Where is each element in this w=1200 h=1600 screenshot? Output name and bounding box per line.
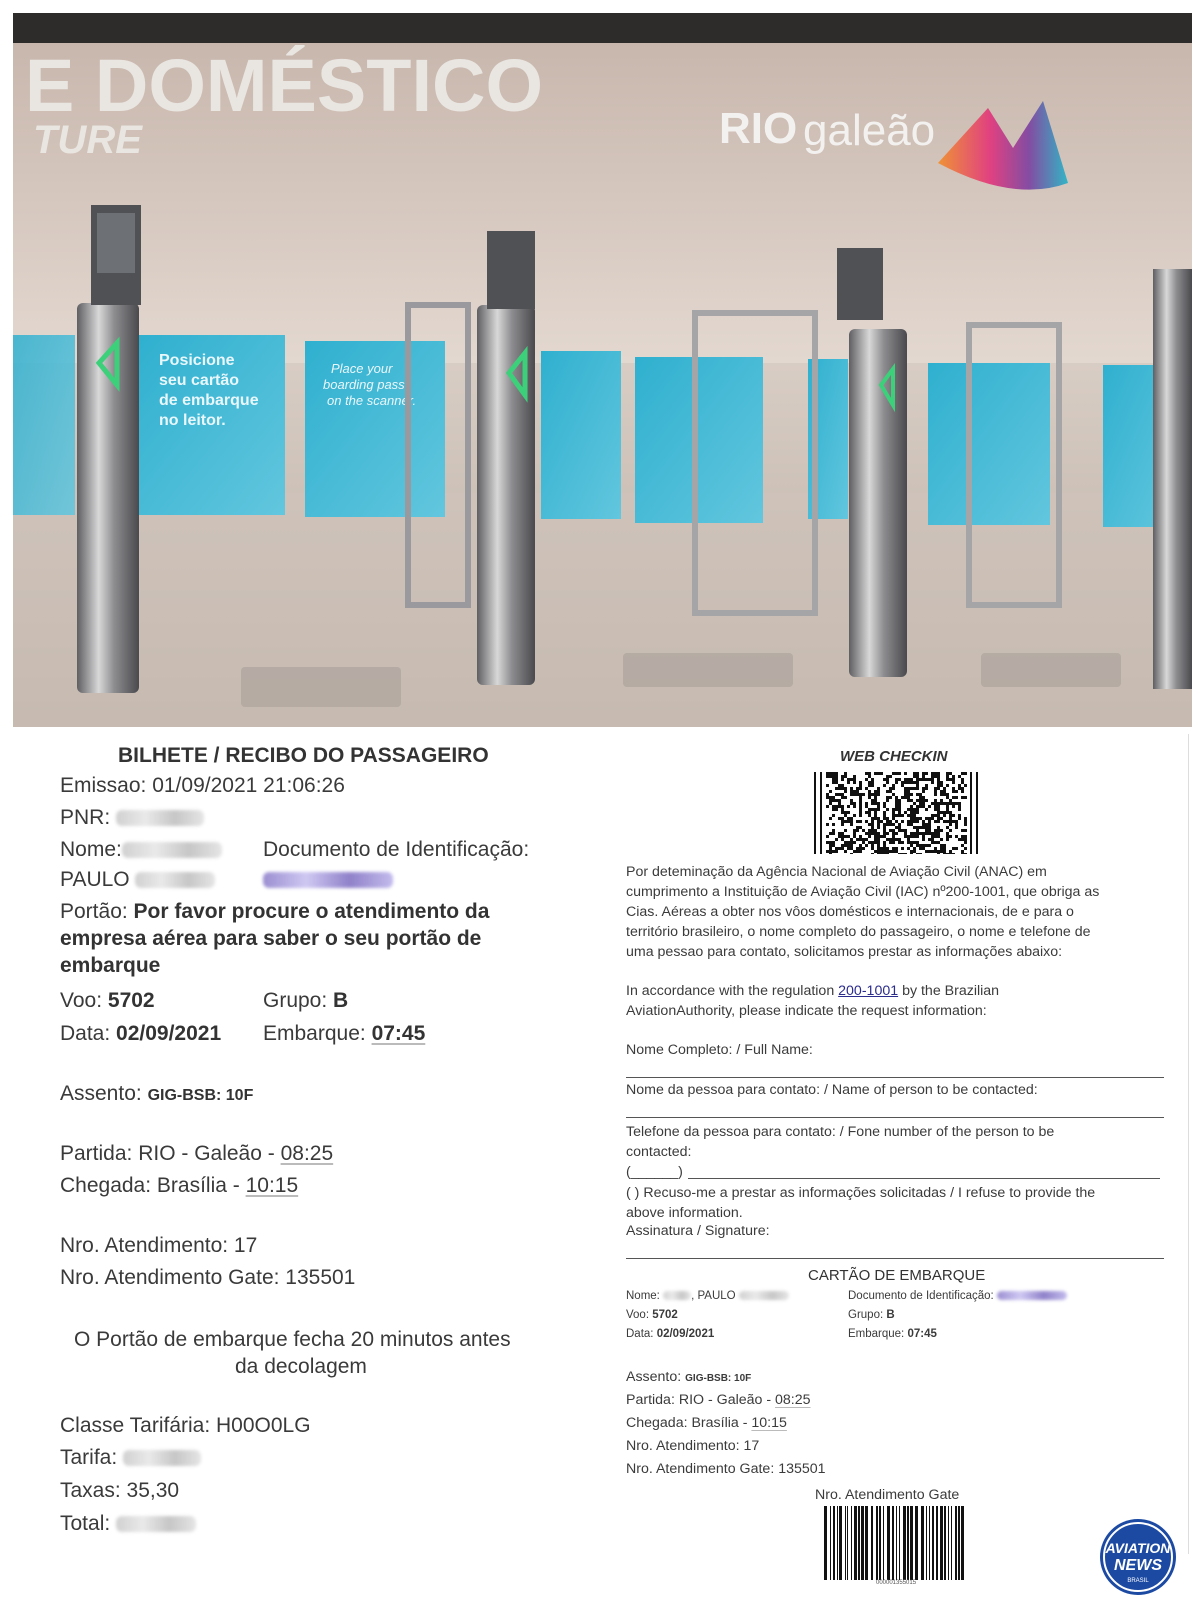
boarding-pass-title: CARTÃO DE EMBARQUE [808, 1267, 986, 1284]
contact-name-label: Nome da pessoa para contato: / Name of person to be contacted: [626, 1082, 1038, 1098]
svg-text:BRASIL: BRASIL [1127, 1578, 1149, 1584]
svg-text:de embarque: de embarque [159, 392, 259, 409]
gate-service-number: Nro. Atendimento Gate: 135501 [60, 1266, 356, 1289]
contact-phone-line[interactable] [688, 1178, 1160, 1179]
fare: Tarifa: [60, 1446, 201, 1470]
regulation-notice: In accordance with the regulation 200-1001 by the Brazilian AviationAuthority, please indicate the request information: [626, 983, 1000, 1019]
gate-barcode-number: 000001355015 [876, 1580, 917, 1586]
bp-date: Data: 02/09/2021 [626, 1328, 715, 1340]
anac-notice: Por deteminação da Agência Nacional de Aviação Civil (ANAC) em cumprimento a Instituição de Aviação Civil (IAC) nº200-1001, que obriga as Cias. Aéreas a obter nos vôos domésticos e internacionais, de e para o território brasileiro, o nome completo do passageiro, o nome e telefone de uma pessao para contato, solicitamos prestar as informações abaixo: [626, 864, 1100, 960]
redacted-total [116, 1516, 196, 1532]
gate-barcode-label: Nro. Atendimento Gate [815, 1487, 960, 1503]
svg-text:seu cartão: seu cartão [159, 372, 240, 389]
signature-line[interactable] [626, 1258, 1164, 1259]
brand-galeao: galeão [803, 106, 936, 155]
gate-barcode [824, 1506, 966, 1580]
bp-document: Documento de Identificação: [848, 1290, 1067, 1302]
svg-text:NEWS: NEWS [1114, 1557, 1162, 1574]
taxes: Taxas: 35,30 [60, 1479, 180, 1502]
flight-number: Voo: 5702 [60, 989, 155, 1012]
departure: Partida: RIO - Galeão - 08:25 [60, 1142, 334, 1165]
gate-closing-notice: O Portão de embarque fecha 20 minutos antes [74, 1328, 511, 1351]
bp-group: Grupo: B [848, 1309, 895, 1321]
svg-text:AVIATION: AVIATION [1105, 1540, 1171, 1556]
seat: Assento: GIG-BSB: 10F [60, 1082, 254, 1105]
full-name-line[interactable] [626, 1077, 1164, 1078]
gate-info: Portão: Por favor procure o atendimento da [60, 900, 490, 923]
svg-text:boarding pass: boarding pass [323, 377, 405, 392]
airport-gate-photo [13, 13, 1192, 727]
bp-gate-service-number: Nro. Atendimento Gate: 135501 [626, 1461, 826, 1477]
passenger-name-label: Nome: [60, 838, 222, 862]
svg-text:Place your: Place your [331, 361, 393, 376]
redacted-pnr [116, 810, 204, 826]
fare-class: Classe Tarifária: H00O0LG [60, 1414, 311, 1437]
regulation-link[interactable]: 200-1001 [838, 983, 899, 999]
web-checkin-title: WEB CHECKIN [840, 748, 948, 765]
arrival: Chegada: Brasília - 10:15 [60, 1174, 299, 1197]
checkin-barcode [814, 772, 978, 854]
svg-text:Posicione: Posicione [159, 352, 235, 369]
brand-rio: RIO [719, 104, 798, 153]
aviation-news-logo-icon [1095, 1517, 1181, 1597]
total: Total: [60, 1512, 196, 1536]
document-label: Documento de Identificação: [263, 838, 530, 861]
passenger-name: PAULO [60, 868, 215, 892]
issue-date: Emissao: 01/09/2021 21:06:26 [60, 774, 345, 797]
boarding-time: Embarque: 07:45 [263, 1022, 426, 1045]
redacted-document [263, 872, 393, 888]
contact-phone-label: Telefone da pessoa para contato: / Fone number of the person to be contacted: (______) [626, 1124, 1055, 1180]
bp-seat: Assento: GIG-BSB: 10F [626, 1369, 752, 1385]
receipt-title: BILHETE / RECIBO DO PASSAGEIRO [118, 744, 489, 767]
flight-date: Data: 02/09/2021 [60, 1022, 222, 1045]
bp-flight: Voo: 5702 [626, 1309, 678, 1321]
redacted-fare [123, 1450, 201, 1466]
boarding-group: Grupo: B [263, 989, 349, 1012]
bp-service-number: Nro. Atendimento: 17 [626, 1438, 760, 1454]
pnr: PNR: [60, 806, 204, 830]
sign-domestico: E DOMÉSTICO [25, 44, 544, 127]
bp-passenger-name: Nome: , PAULO [626, 1290, 789, 1302]
bp-boarding-time: Embarque: 07:45 [848, 1328, 937, 1340]
document-value [263, 868, 393, 892]
signature-label: Assinatura / Signature: [626, 1223, 770, 1239]
redacted-surname [122, 842, 222, 858]
bp-departure: Partida: RIO - Galeão - 08:25 [626, 1392, 811, 1408]
contact-name-line[interactable] [626, 1117, 1164, 1118]
phone-blank: (______) [626, 1164, 683, 1180]
bp-arrival: Chegada: Brasília - 10:15 [626, 1415, 787, 1431]
sign-departure: TURE [33, 118, 142, 162]
svg-text:on the scanner.: on the scanner. [327, 393, 417, 408]
service-number: Nro. Atendimento: 17 [60, 1234, 258, 1257]
svg-text:no leitor.: no leitor. [159, 412, 226, 429]
full-name-label: Nome Completo: / Full Name: [626, 1042, 813, 1058]
refuse-option[interactable]: ( ) Recuso-me a prestar as informações solicitadas / I refuse to provide the above information. [626, 1185, 1096, 1221]
